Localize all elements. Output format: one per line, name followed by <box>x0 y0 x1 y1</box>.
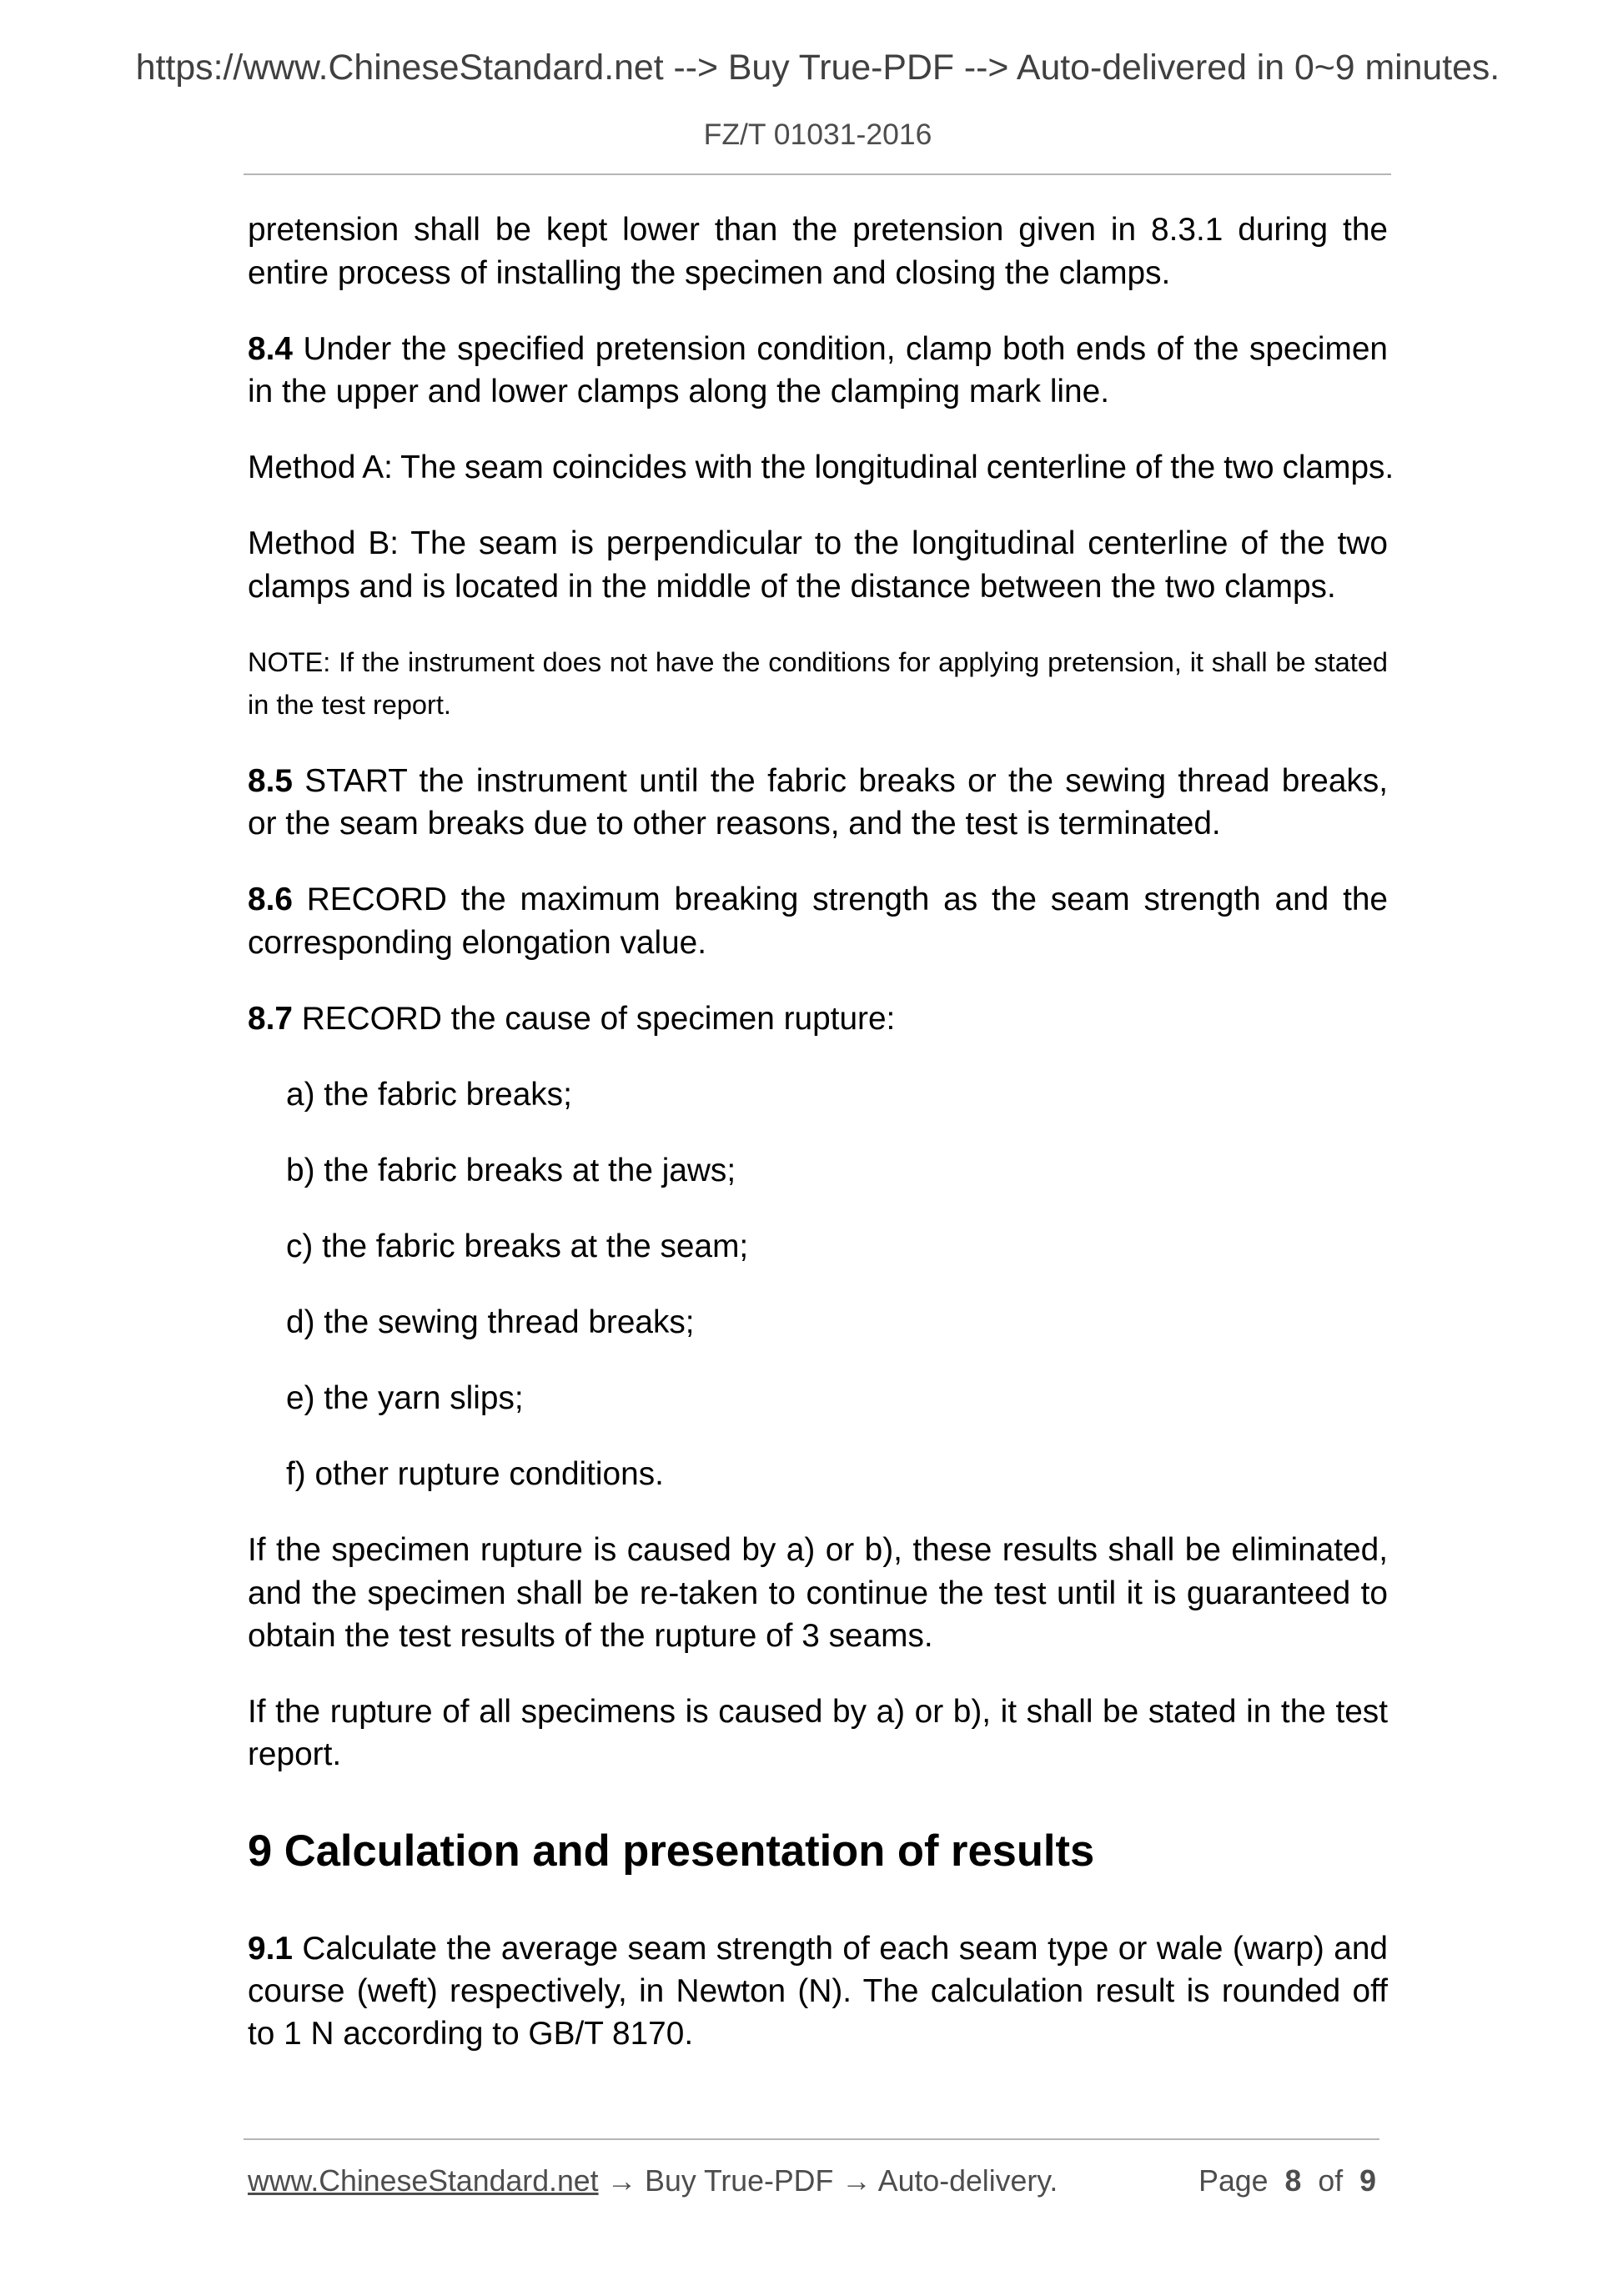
document-body <box>248 208 1394 2088</box>
text-line: f) other rupture conditions. <box>286 1456 664 1493</box>
standard-code: FZ/T 01031-2016 <box>703 118 932 151</box>
text-line: corresponding elongation value. <box>248 924 707 961</box>
text-line: If the rupture of all specimens is caused by a) or b), it shall be stated in the test <box>248 1694 1388 1731</box>
site-link[interactable]: www.ChineseStandard.net <box>248 2164 599 2198</box>
clause-number: 8.6 <box>248 882 293 918</box>
note <box>248 641 1388 727</box>
text-line <box>248 878 1388 921</box>
text-line <box>248 997 1388 1040</box>
text-line: clamps and is located in the middle of the distance between the two clamps. <box>248 568 1336 605</box>
list-item <box>248 1225 1388 1268</box>
text-line: report. <box>248 1736 342 1773</box>
text-line: or the seam breaks due to other reasons, and the test is terminated. <box>248 806 1221 842</box>
header-divider <box>244 173 1391 175</box>
clause-text: START the instrument until the fabric breaks or the sewing thread breaks, <box>304 763 1388 799</box>
footer-divider <box>244 2138 1379 2140</box>
text-line: b) the fabric breaks at the jaws; <box>286 1152 736 1188</box>
section-heading: 9 Calculation and presentation of results <box>248 1826 1095 1876</box>
text-line: Method A: The seam coincides with the longitudinal centerline of the two clamps. <box>248 450 1394 486</box>
text-line: d) the sewing thread breaks; <box>286 1304 695 1341</box>
text-line: and the specimen shall be re-taken to continue the test until it is guaranteed to <box>248 1575 1388 1611</box>
clause-8-4 <box>248 328 1388 414</box>
paragraph-pretension-continued <box>248 208 1388 294</box>
text-line: obtain the test results of the rupture of 3 seams. <box>248 1618 933 1655</box>
clause-8-6 <box>248 878 1388 964</box>
clause-8-5 <box>248 760 1388 846</box>
page-indicator <box>1198 2163 1376 2199</box>
clause-text: RECORD the cause of specimen rupture: <box>301 1000 896 1037</box>
text-line: e) the yarn slips; <box>286 1380 524 1417</box>
text-line: in the upper and lower clamps along the clamping mark line. <box>248 374 1109 410</box>
clause-8-7 <box>248 997 1388 1040</box>
text-line: Method B: The seam is perpendicular to the longitudinal centerline of the two <box>248 525 1388 562</box>
page-of-label: of <box>1318 2164 1344 2198</box>
text-line <box>248 1927 1388 1970</box>
text-line: to 1 N according to GB/T 8170. <box>248 2016 694 2052</box>
text-line: If the specimen rupture is caused by a) or b), these results shall be eliminated, <box>248 1532 1388 1569</box>
text-line: c) the fabric breaks at the seam; <box>286 1228 749 1265</box>
page-total: 9 <box>1359 2164 1376 2198</box>
list-item <box>248 1301 1388 1344</box>
method-b <box>248 522 1388 608</box>
text-line: course (weft) respectively, in Newton (N). The calculation result is rounded off <box>248 1973 1388 2010</box>
clause-number: 8.5 <box>248 763 293 799</box>
paragraph-elimination-rule <box>248 1529 1388 1657</box>
text-line <box>248 328 1388 370</box>
list-item <box>248 1377 1388 1419</box>
promo-banner: https://www.ChineseStandard.net --> Buy True-PDF --> Auto-delivered in 0~9 minutes. <box>135 48 1500 88</box>
clause-9-1 <box>248 1927 1388 2056</box>
page-label: Page <box>1198 2164 1269 2198</box>
clause-text: Under the specified pretension condition, clamp both ends of the specimen <box>303 330 1389 367</box>
method-a <box>248 446 1394 489</box>
list-item <box>248 1453 1388 1495</box>
text-line: entire process of installing the specimen and closing the clamps. <box>248 254 1171 291</box>
text-line: pretension shall be kept lower than the pretension given in 8.3.1 during the <box>248 212 1388 249</box>
text-line <box>248 760 1388 802</box>
clause-text: Calculate the average seam strength of each seam type or wale (warp) and <box>302 1930 1389 1967</box>
paragraph-all-rupture-rule <box>248 1691 1388 1776</box>
clause-number: 9.1 <box>248 1930 293 1967</box>
clause-number: 8.7 <box>248 1000 293 1037</box>
clause-number: 8.4 <box>248 330 293 367</box>
list-item <box>248 1149 1388 1192</box>
clause-text: RECORD the maximum breaking strength as the seam strength and the <box>306 882 1389 918</box>
footer-promo <box>248 2163 1058 2199</box>
footer-tagline: → Buy True-PDF → Auto-delivery. <box>606 2164 1058 2198</box>
list-item <box>248 1073 1388 1116</box>
text-line: in the test report. <box>248 689 451 720</box>
text-line: NOTE: If the instrument does not have the conditions for applying pretension, it shall be stated <box>248 646 1388 677</box>
page-current: 8 <box>1284 2164 1302 2198</box>
text-line: a) the fabric breaks; <box>286 1076 572 1113</box>
